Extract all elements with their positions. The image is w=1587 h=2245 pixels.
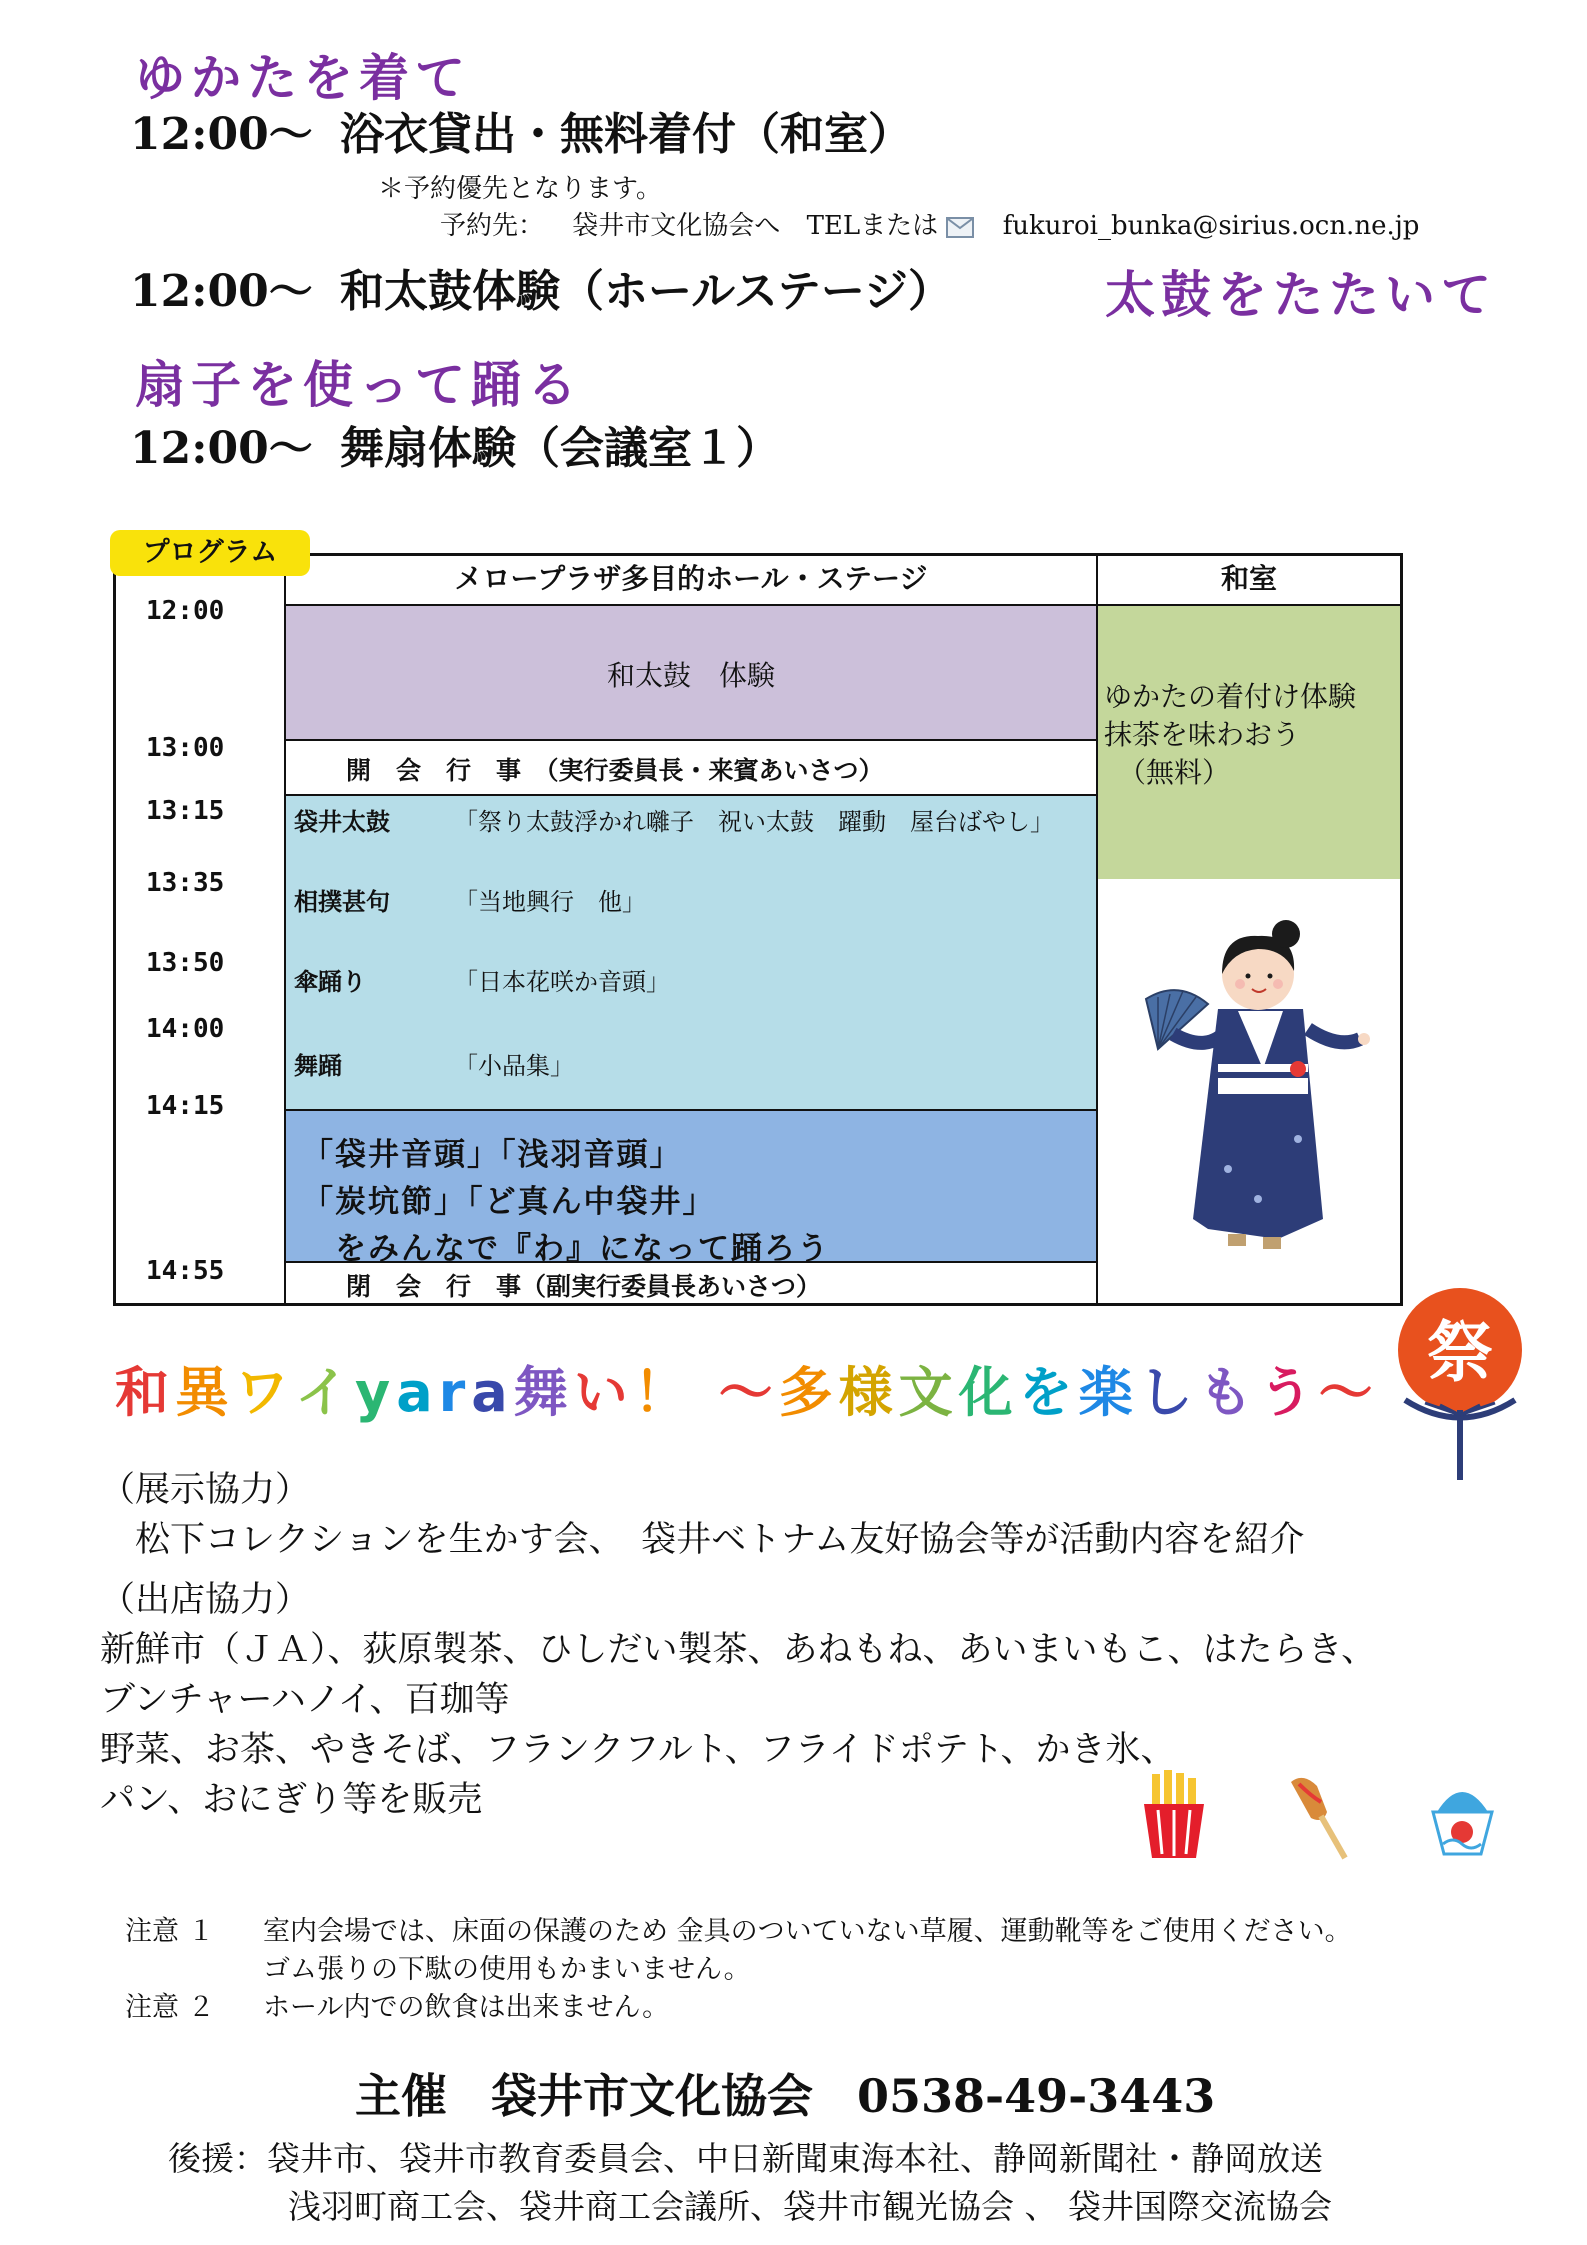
schedule-activity: 浴衣貸出・無料着付（和室） <box>340 109 912 160</box>
caution-text: ゴム張りの下駄の使用もかまいません。 <box>263 1954 751 1985</box>
washitsu-block <box>1096 606 1400 879</box>
header-yukata: ゆかたを着て <box>135 49 471 107</box>
program-table <box>113 553 1403 1306</box>
schedule-time: 12:00～ <box>130 423 313 474</box>
event-title-char: y <box>355 1361 391 1424</box>
event-title <box>115 1350 1379 1427</box>
matsuri-uchiwa-icon <box>1385 1285 1535 1485</box>
bon-line: をみんなで『わ』になって踊ろう <box>302 1231 830 1267</box>
schedule-activity: 和太鼓体験（ホールステージ） <box>340 266 953 317</box>
corn-dog-icon <box>1283 1772 1353 1862</box>
header-taiko: 太鼓をたたいて <box>1105 266 1497 324</box>
program-tag: プログラム <box>110 530 310 576</box>
performance-row <box>294 962 670 997</box>
hall-column-header: メロープラザ多目的ホール・ステージ <box>284 556 1096 606</box>
organizer-label: 主催 <box>355 2069 447 2123</box>
bon-dance-block <box>284 1111 1096 1267</box>
caution-text: ホール内での飲食は出来ません。 <box>263 1992 670 2023</box>
event-title-char: 和 <box>115 1361 169 1424</box>
mail-icon <box>946 217 974 238</box>
event-title-char: r <box>438 1361 466 1424</box>
event-title-char: し <box>1138 1361 1193 1424</box>
shops-line: 野菜、お茶、やきそば、フランクフルト、フライドポテト、かき氷、 <box>100 1730 1176 1770</box>
time-label: 14:15 <box>146 1091 225 1121</box>
reservation-contact <box>440 205 1419 242</box>
closing-ceremony: 閉 会 行 事（副実行委員長あいさつ） <box>284 1263 1096 1303</box>
event-title-char: 舞 <box>513 1361 568 1424</box>
time-label: 13:00 <box>146 733 225 763</box>
performance-name: 傘踊り <box>294 968 366 996</box>
support-text: 袋井市、袋井市教育委員会、中日新聞東海本社、静岡新聞社・静岡放送 <box>267 2139 1323 2178</box>
time-label: 13:50 <box>146 948 225 978</box>
washitsu-column-header: 和室 <box>1096 556 1400 606</box>
contact-method: TELまたは <box>806 211 939 241</box>
event-title-char: ！ <box>633 1361 688 1424</box>
bon-line: 「炭坑節」「ど真ん中袋井」 <box>302 1184 716 1220</box>
cautions <box>125 1913 1352 2027</box>
event-title-char: ～ <box>1318 1361 1373 1424</box>
washitsu-line: ゆかたの着付け体験 <box>1104 680 1357 713</box>
shaved-ice-icon <box>1425 1772 1500 1862</box>
schedule-row-yukata <box>130 98 912 162</box>
event-title-char: 多 <box>778 1361 833 1424</box>
organizer-phone: 0538-49-3443 <box>857 2069 1216 2123</box>
performance-row <box>294 802 1054 837</box>
event-title-char: を <box>1018 1361 1073 1424</box>
shops-line: パン、おにぎり等を販売 <box>100 1780 483 1820</box>
caution-text: 室内会場では、床面の保護のため 金具のついていない草履、運動靴等をご使用ください。 <box>263 1916 1352 1947</box>
contact-org: 袋井市文化協会へ <box>572 211 781 241</box>
kimono-dancer-illustration <box>1098 879 1398 1299</box>
caution-row <box>125 1913 1352 1951</box>
performance-title: 「日本花咲か音頭」 <box>454 968 670 996</box>
schedule-time: 12:00～ <box>130 266 313 317</box>
performance-title: 「当地興行 他」 <box>454 888 646 916</box>
shops-line: 新鮮市（ＪＡ）、荻原製茶、ひしだい製茶、あねもね、あいまいもこ、はたらき、 <box>100 1630 1377 1670</box>
event-title-char: も <box>1198 1361 1253 1424</box>
support <box>168 2135 1332 2231</box>
caution-label: 注意 ２ <box>125 1992 215 2023</box>
schedule-time: 12:00～ <box>130 109 313 160</box>
time-label: 13:15 <box>146 796 225 826</box>
time-label: 12:00 <box>146 596 225 626</box>
performance-block <box>284 796 1096 1111</box>
event-title-char: 異 <box>175 1361 229 1424</box>
event-title-char: 化 <box>958 1361 1013 1424</box>
event-title-char <box>694 1361 713 1424</box>
reservation-priority: ＊予約優先となります。 <box>378 174 662 204</box>
french-fries-icon <box>1138 1770 1210 1860</box>
bon-line: 「袋井音頭」「浅羽音頭」 <box>302 1137 683 1173</box>
performance-title: 「祭り太鼓浮かれ囃子 祝い太鼓 躍動 屋台ばやし」 <box>454 808 1054 836</box>
event-title-char: 楽 <box>1078 1361 1133 1424</box>
performance-name: 袋井太鼓 <box>294 808 390 836</box>
schedule-activity: 舞扇体験（会議室１） <box>340 423 780 474</box>
caution-label: 注意 １ <box>125 1916 215 1947</box>
exhibit-text: 松下コレクションを生かす会、 袋井ベトナム友好協会等が活動内容を紹介 <box>100 1520 1305 1560</box>
event-title-char: ワ <box>235 1361 289 1424</box>
performance-name: 舞踊 <box>294 1052 342 1080</box>
exhibit-section <box>100 1465 1304 1565</box>
event-title-char: 文 <box>898 1361 953 1424</box>
caution-row <box>125 1951 1352 1989</box>
event-title-char: う <box>1258 1361 1313 1424</box>
support-line: 浅羽町商工会、袋井商工会議所、袋井市観光協会 、 袋井国際交流協会 <box>288 2187 1332 2226</box>
time-label: 14:55 <box>146 1256 225 1286</box>
performance-row <box>294 1046 574 1081</box>
event-title-char: ～ <box>718 1361 773 1424</box>
support-line <box>168 2135 1332 2183</box>
contact-label: 予約先： <box>440 211 545 241</box>
event-title-char: い <box>573 1361 628 1424</box>
performance-row <box>294 882 646 917</box>
exhibit-heading: （展示協力） <box>100 1470 311 1510</box>
organizer <box>355 2060 1215 2126</box>
schedule-row-sensu <box>130 412 780 476</box>
time-label: 14:00 <box>146 1014 225 1044</box>
opening-ceremony: 開 会 行 事 （実行委員長・来賓あいさつ） <box>284 741 1096 796</box>
washitsu-line: （無料） <box>1104 756 1231 789</box>
event-title-char: a <box>471 1361 508 1424</box>
time-label: 13:35 <box>146 868 225 898</box>
caution-row <box>125 1989 1352 2027</box>
schedule-row-taiko <box>130 255 952 319</box>
event-title-char: 様 <box>838 1361 893 1424</box>
matsuri-char: 祭 <box>1427 1314 1493 1391</box>
event-title-char: イ <box>295 1361 349 1424</box>
organizer-name: 袋井市文化協会 <box>491 2069 814 2123</box>
contact-email[interactable]: fukuroi_bunka@sirius.ocn.ne.jp <box>1002 211 1420 241</box>
shops-line: ブンチャーハノイ、百珈等 <box>100 1680 510 1720</box>
shops-heading: （出店協力） <box>100 1580 311 1620</box>
washitsu-line: 抹茶を味わおう <box>1104 718 1301 751</box>
washitsu-lower <box>1096 879 1400 1303</box>
event-title-char: a <box>396 1361 433 1424</box>
taiko-block: 和太鼓 体験 <box>284 606 1096 741</box>
performance-name: 相撲甚句 <box>294 888 390 916</box>
performance-title: 「小品集」 <box>454 1052 574 1080</box>
support-label: 後援： <box>168 2139 267 2178</box>
header-sensu: 扇子を使って踊る <box>135 356 583 414</box>
